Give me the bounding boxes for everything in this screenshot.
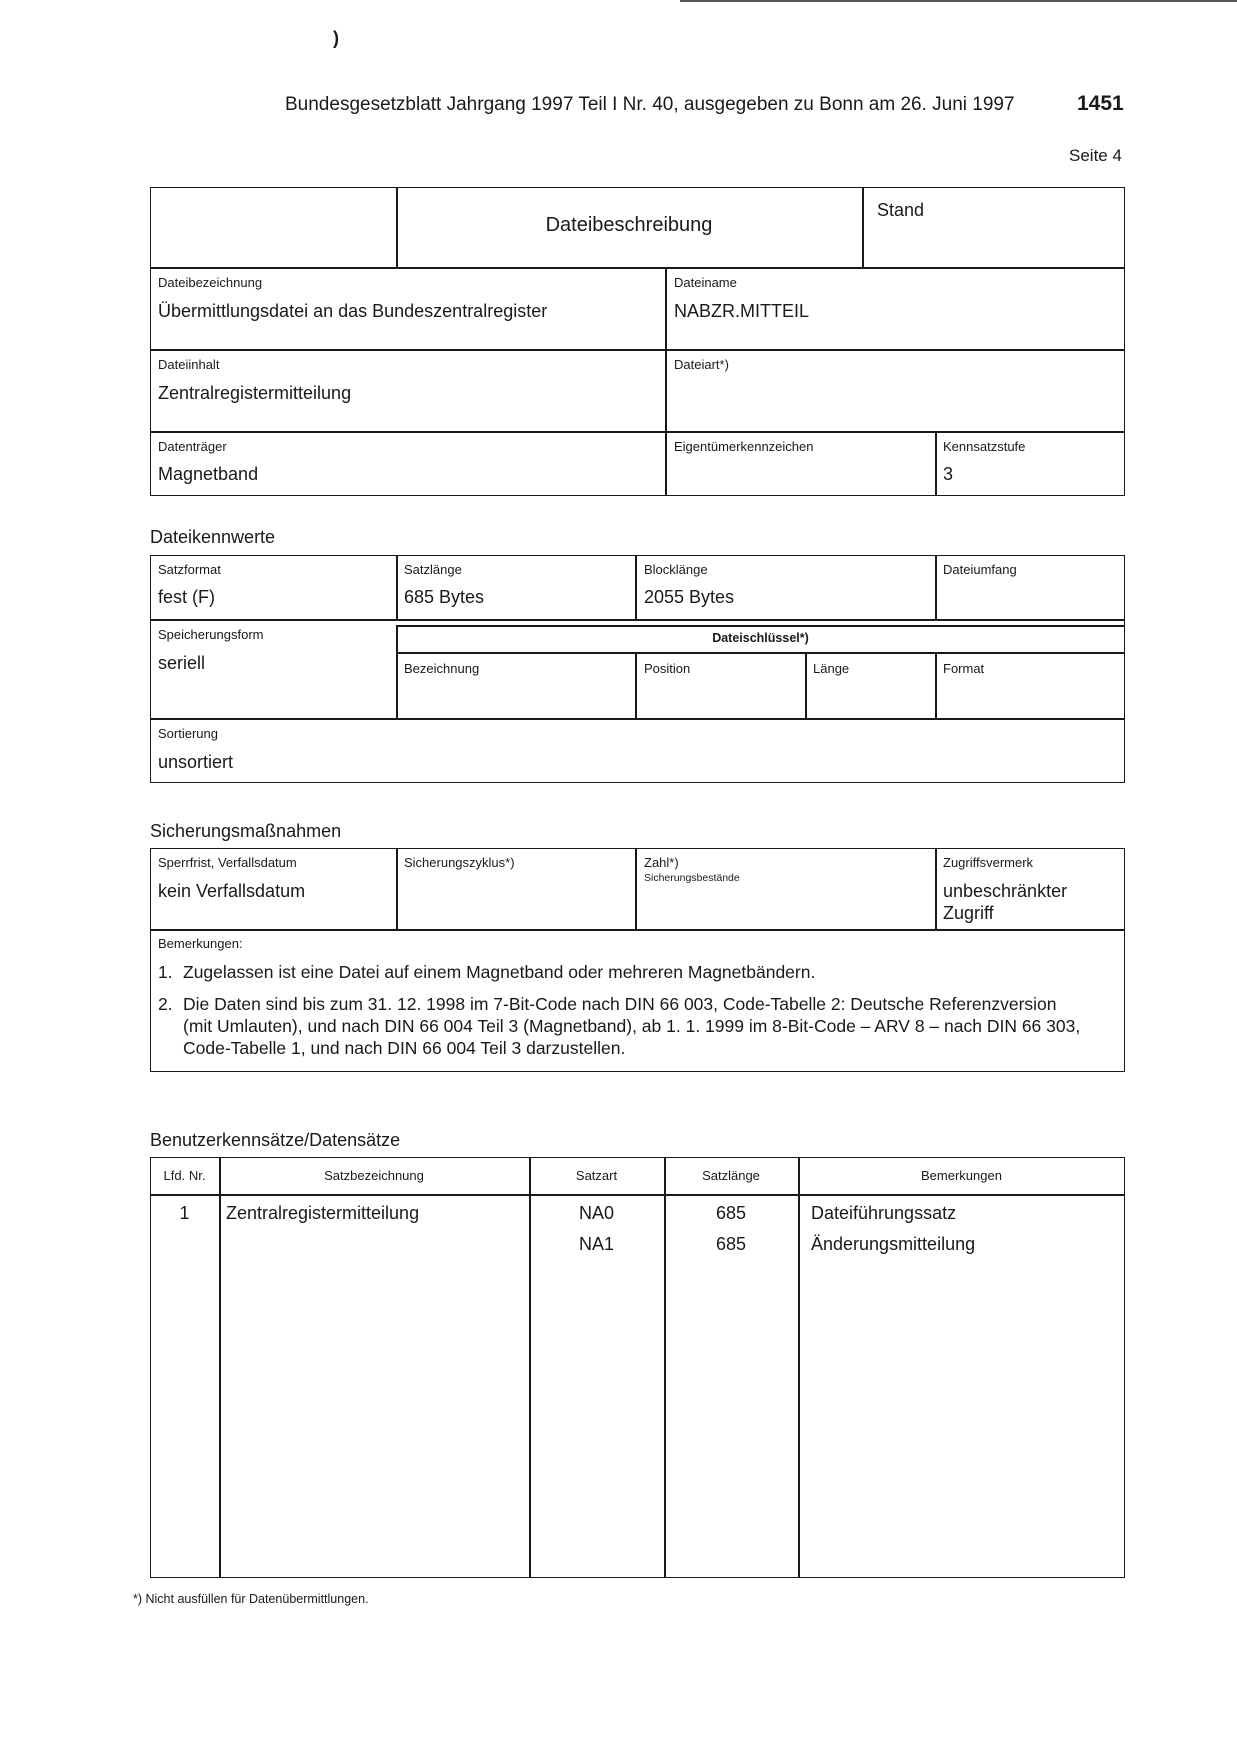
sortierung-value: unsortiert xyxy=(158,752,234,772)
cell-bemerkung: Änderungsmitteilung xyxy=(811,1234,976,1254)
note-number: 1. xyxy=(158,962,173,982)
bezeichnung-label: Bezeichnung xyxy=(404,661,480,676)
page-number: 1451 xyxy=(1077,92,1124,115)
dateiname-label: Dateiname xyxy=(674,275,737,290)
zugriffsvermerk-value-line2: Zugriff xyxy=(943,903,994,923)
zugriffsvermerk-value-line1: unbeschränkter xyxy=(943,881,1068,901)
dateiname-value: NABZR.MITTEIL xyxy=(674,301,810,321)
dateiinhalt-value: Zentralregistermitteilung xyxy=(158,383,352,403)
satzformat-value: fest (F) xyxy=(158,587,215,607)
divider xyxy=(635,555,637,619)
section-sicherungsmassnahmen: Sicherungsmaßnahmen xyxy=(150,821,342,841)
note-text-line: Die Daten sind bis zum 31. 12. 1998 im 7-Bit-Code nach DIN 66 003, Code-Tabelle 2: Deutsche Referenzversion xyxy=(183,994,1057,1014)
dateibezeichnung-value: Übermittlungsdatei an das Bundeszentralregister xyxy=(158,301,548,321)
cell-satzbezeichnung: Zentralregistermitteilung xyxy=(226,1203,420,1223)
bemerkungen-label: Bemerkungen: xyxy=(158,936,243,951)
satzlaenge-value: 685 Bytes xyxy=(404,587,485,607)
divider xyxy=(798,1157,800,1578)
divider xyxy=(150,431,1125,433)
note-text-line: Code-Tabelle 1, und nach DIN 66 004 Teil 3 darzustellen. xyxy=(183,1038,626,1058)
column-header: Satzart xyxy=(575,1168,618,1183)
divider xyxy=(150,718,1125,720)
dateiinhalt-label: Dateiinhalt xyxy=(158,357,220,372)
speicherungsform-label: Speicherungsform xyxy=(158,627,264,642)
divider xyxy=(150,1194,1125,1196)
cell-satzlaenge: 685 xyxy=(715,1203,747,1223)
blocklaenge-value: 2055 Bytes xyxy=(644,587,735,607)
stand-label: Stand xyxy=(877,200,925,220)
dateiart-label: Dateiart*) xyxy=(674,357,729,372)
form-title: Dateibeschreibung xyxy=(545,214,713,236)
top-edge-line xyxy=(680,0,1237,2)
divider xyxy=(935,652,937,718)
divider xyxy=(150,929,1125,931)
divider xyxy=(635,652,637,718)
divider xyxy=(935,431,937,496)
cell-satzart: NA1 xyxy=(578,1234,614,1254)
divider xyxy=(862,187,864,269)
divider xyxy=(396,848,398,929)
satzlaenge-label: Satzlänge xyxy=(404,562,462,577)
divider xyxy=(396,625,1125,627)
divider xyxy=(805,652,807,718)
column-header: Lfd. Nr. xyxy=(163,1168,206,1183)
sicherungsbestaende-label: Sicherungsbestände xyxy=(644,872,740,884)
divider xyxy=(935,555,937,619)
speicherungsform-value: seriell xyxy=(158,653,206,673)
top-mark: ) xyxy=(333,28,339,48)
sperrfrist-value: kein Verfallsdatum xyxy=(158,881,306,901)
divider xyxy=(150,349,1125,351)
datentraeger-label: Datenträger xyxy=(158,439,227,454)
kennsatzstufe-value: 3 xyxy=(943,464,954,484)
divider xyxy=(396,652,1125,654)
zahl-label: Zahl*) xyxy=(644,855,679,870)
column-header: Satzbezeichnung xyxy=(324,1168,424,1183)
sicherungszyklus-label: Sicherungszyklus*) xyxy=(404,855,515,870)
dateibezeichnung-label: Dateibezeichnung xyxy=(158,275,263,290)
kennsatzstufe-label: Kennsatzstufe xyxy=(943,439,1026,454)
section-benutzerkennsaetze: Benutzerkennsätze/Datensätze xyxy=(150,1130,401,1150)
format-label: Format xyxy=(943,661,985,676)
divider xyxy=(935,848,937,929)
divider xyxy=(150,619,1125,621)
note-text-line: (mit Umlauten), und nach DIN 66 004 Teil 3 (Magnetband), ab 1. 1. 1999 im 8-Bit-Code – ARV 8 – nach DIN 66 303, xyxy=(183,1016,1081,1036)
cell-lfd-nr: 1 xyxy=(179,1203,190,1223)
divider xyxy=(665,267,667,496)
cell-satzart: NA0 xyxy=(578,1203,614,1223)
note-text: Zugelassen ist eine Datei auf einem Magnetband oder mehreren Magnetbändern. xyxy=(183,962,816,982)
seite-label: Seite 4 xyxy=(1069,146,1122,165)
column-header: Satzlänge xyxy=(702,1168,760,1183)
zugriffsvermerk-label: Zugriffsvermerk xyxy=(943,855,1034,870)
dateischluessel-label: Dateischlüssel*) xyxy=(712,631,809,645)
dateiumfang-label: Dateiumfang xyxy=(943,562,1017,577)
blocklaenge-label: Blocklänge xyxy=(644,562,708,577)
footnote: *) Nicht ausfüllen für Datenübermittlungen. xyxy=(133,1592,369,1606)
satzformat-label: Satzformat xyxy=(158,562,221,577)
note-number: 2. xyxy=(158,994,173,1014)
sperrfrist-label: Sperrfrist, Verfallsdatum xyxy=(158,855,297,870)
page-header: Bundesgesetzblatt Jahrgang 1997 Teil I Nr. 40, ausgegeben zu Bonn am 26. Juni 1997 xyxy=(285,94,1015,115)
column-header: Bemerkungen xyxy=(921,1168,1002,1183)
cell-bemerkung: Dateiführungssatz xyxy=(811,1203,957,1223)
section-dateikennwerte: Dateikennwerte xyxy=(150,527,276,547)
laenge-label: Länge xyxy=(813,661,850,676)
eigentuemer-label: Eigentümerkennzeichen xyxy=(674,439,814,454)
position-label: Position xyxy=(644,661,691,676)
divider xyxy=(396,555,398,619)
datentraeger-value: Magnetband xyxy=(158,464,259,484)
sortierung-label: Sortierung xyxy=(158,726,218,741)
cell-satzlaenge: 685 xyxy=(715,1234,747,1254)
divider xyxy=(635,848,637,929)
divider xyxy=(219,1157,221,1578)
